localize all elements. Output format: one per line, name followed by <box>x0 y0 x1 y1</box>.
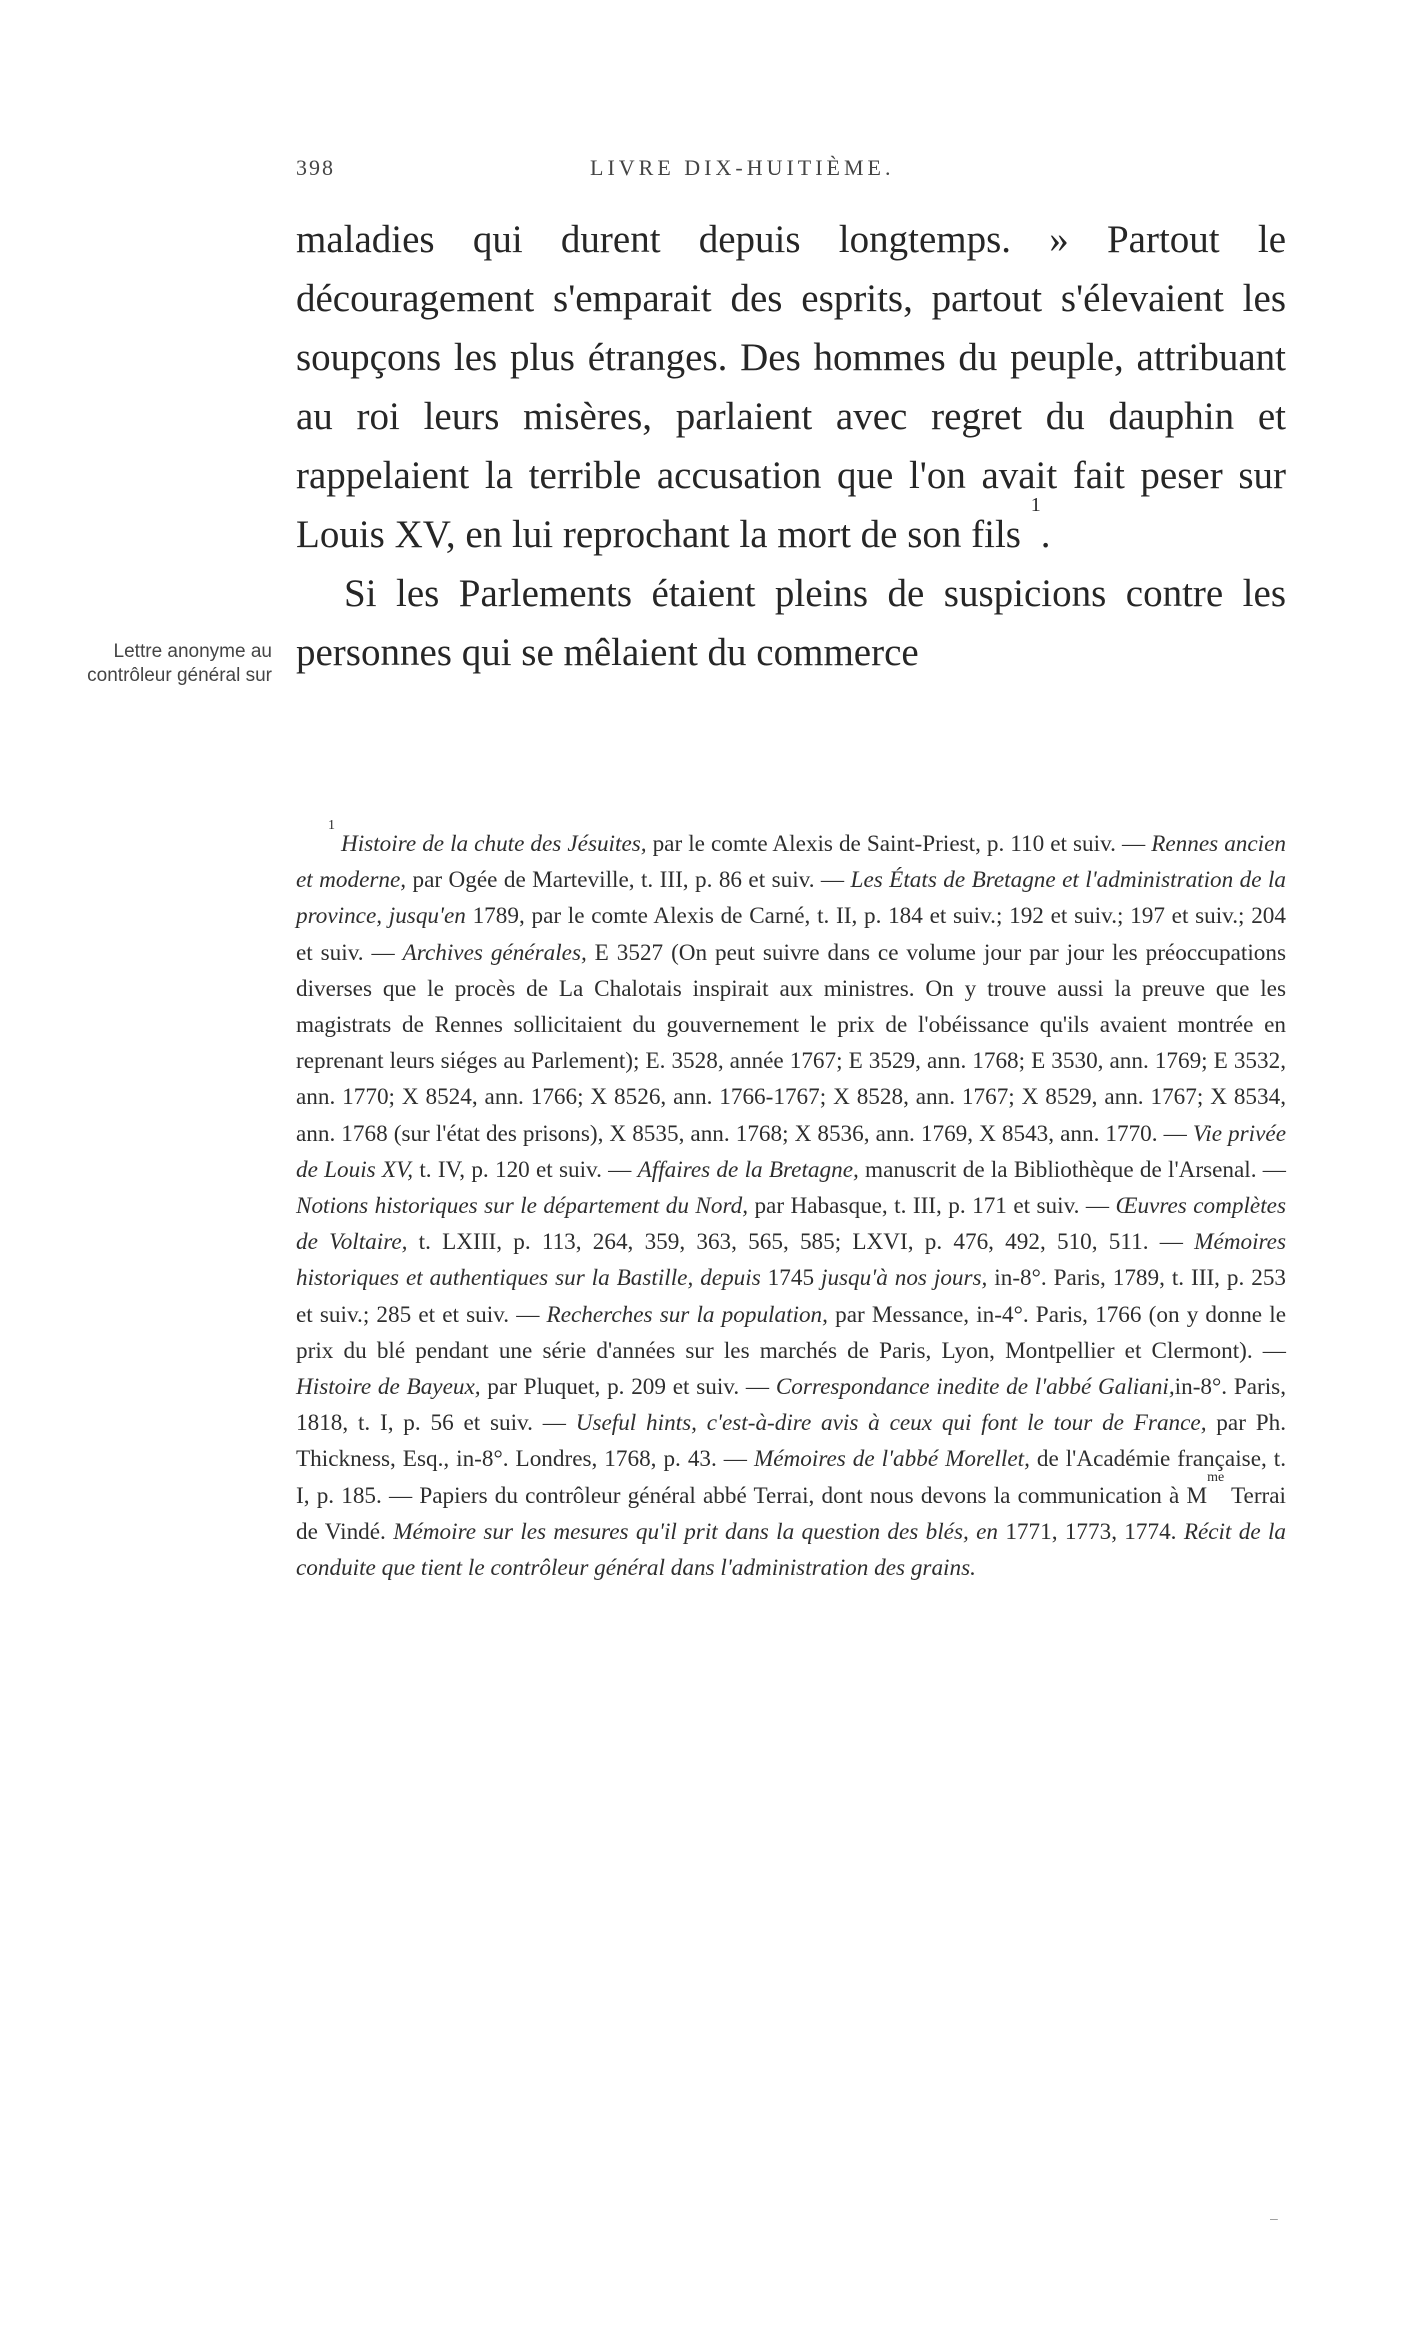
citation-title: Mémoires historiques et authentiques sur la Bastille, depuis <box>296 1229 1286 1292</box>
citation-title: Affaires de la Bretagne, <box>637 1156 859 1183</box>
citation-title: Archives générales, <box>402 939 587 966</box>
footnote-1 <box>296 818 1287 1586</box>
citation-text: in-8°. Paris, 1789, t. III, p. 253 et suiv.; 285 et et suiv. — <box>296 1265 1287 1328</box>
citation-title: jusqu'à nos jours, <box>821 1265 988 1292</box>
paragraph-2: Si les Parlements étaient pleins de suspicions contre les personnes qui se mêlaient du commerce <box>296 572 1286 674</box>
corner-mark: – <box>1270 2210 1278 2226</box>
citation-text: par Ph. Thickness, Esq., in-8°. Londres, 1768, p. 43. — <box>296 1410 1286 1473</box>
citation-title: Notions historiques sur le département du Nord, <box>296 1193 748 1220</box>
main-text <box>296 210 1286 682</box>
citation-text: par Messance, in-4°. Paris, 1766 (on y donne le prix du blé pendant une série d'années sur les marchés de Paris, Lyon, Montpellier et Clermont). — <box>296 1301 1286 1364</box>
superscript-me: me <box>1207 1469 1225 1485</box>
citation-title: Vie privée de Louis XV, <box>296 1120 1286 1183</box>
citation-text: in-8°. Paris, 1818, t. I, p. 56 et suiv. — <box>296 1374 1286 1437</box>
citation-text: par Ogée de Marteville, t. III, p. 86 et suiv. — <box>406 867 851 894</box>
citation-text: E 3527 (On peut suivre dans ce volume jour par jour les préoccupations diverses que le procès de La Chalotais inspirait aux ministres. On y trouve aussi la preuve que les magistrats de Rennes sollicitaient du gouvernement le prix de l'obéissance qu'ils avaient montrée en reprenant leurs siéges au Parlement); E. 3528, année 1767; E 3529, ann. 1768; E 3530, ann. 1769; E 3532, ann. 1770; X 8524, ann. 1766; X 8526, ann. 1766-1767; X 8528, ann. 1767; X 8529, ann. 1767; X 8534, ann. 1768 (sur l'état des prisons), X 8535, ann. 1768; X 8536, ann. 1769, X 8543, ann. 1770. — <box>296 939 1286 1147</box>
running-title: LIVRE DIX-HUITIÈME. <box>590 155 895 180</box>
citation-title: Histoire de la chute des Jésuites, <box>341 831 647 857</box>
citation-text: t. LXIII, p. 113, 264, 359, 363, 565, 585; LXVI, p. 476, 492, 510, 511. — <box>407 1229 1195 1256</box>
margin-note: Lettre anonyme au contrôleur général sur <box>87 641 272 686</box>
paragraph-1-text: maladies qui durent depuis longtemps. » Partout le découragement s'emparait des esprits, partout s'élevaient les soupçons les plus étranges. Des hommes du peuple, attribuant au roi leurs misères, parlaient avec regret du dauphin et rappelaient la terrible accusation que l'on avait fait peser sur Louis XV, en lui reprochant la mort de son fils <box>296 218 1286 556</box>
paragraph-1 <box>296 210 1286 564</box>
citation-text: manuscrit de la Bibliothèque de l'Arsenal. — <box>858 1156 1286 1183</box>
citation-text: par Habasque, t. III, p. 171 et suiv. — <box>748 1193 1116 1220</box>
citation-title: Useful hints, c'est-à-dire avis à ceux qui font le tour de France, <box>575 1410 1207 1437</box>
citation-text: 1745 <box>760 1265 821 1292</box>
footnotes <box>296 818 1287 1586</box>
citation-title: Récit de la conduite que tient le contrôleur général dans l'administration des grains. <box>296 1518 1287 1582</box>
citation-text: t. IV, p. 120 et suiv. — <box>413 1156 638 1183</box>
footnote-marker: 1 <box>328 818 335 833</box>
citation-text: par le comte Alexis de Saint-Priest, p. 110 et suiv. — <box>646 831 1152 857</box>
citation-text: 1771, 1773, 1774. <box>998 1518 1184 1545</box>
citation-text: de l'Académie française, t. I, p. 185. — Papiers du contrôleur général abbé Terrai, dont nous devons la communication à M <box>296 1446 1286 1509</box>
citation-title: Correspondance inedite de l'abbé Galiani, <box>775 1374 1175 1401</box>
citation-title: Mémoire sur les mesures qu'il prit dans la question des blés, en <box>393 1518 998 1545</box>
citation-title: Œuvres complètes de Voltaire, <box>296 1193 1286 1256</box>
paragraph-1-end: . <box>1040 513 1051 556</box>
citation-title: Histoire de Bayeux, <box>296 1374 481 1401</box>
citation-title: Mémoires de l'abbé Morellet, <box>753 1446 1030 1473</box>
page-number: 398 <box>296 155 335 180</box>
citation-text: par Pluquet, p. 209 et suiv. — <box>480 1374 776 1401</box>
footnote-reference: 1 <box>1030 494 1041 516</box>
citation-title: Rennes ancien et moderne, <box>296 831 1287 894</box>
citation-text: Terrai de Vindé. <box>296 1482 1286 1545</box>
citation-text: 1789, par le comte Alexis de Carné, t. II, p. 184 et suiv.; 192 et suiv.; 197 et suiv.; 204 et suiv. — <box>296 903 1286 966</box>
citation-title: Les États de Bretagne et l'administration de la province, jusqu'en <box>296 867 1286 930</box>
citation-title: Recherches sur la population, <box>546 1301 828 1328</box>
